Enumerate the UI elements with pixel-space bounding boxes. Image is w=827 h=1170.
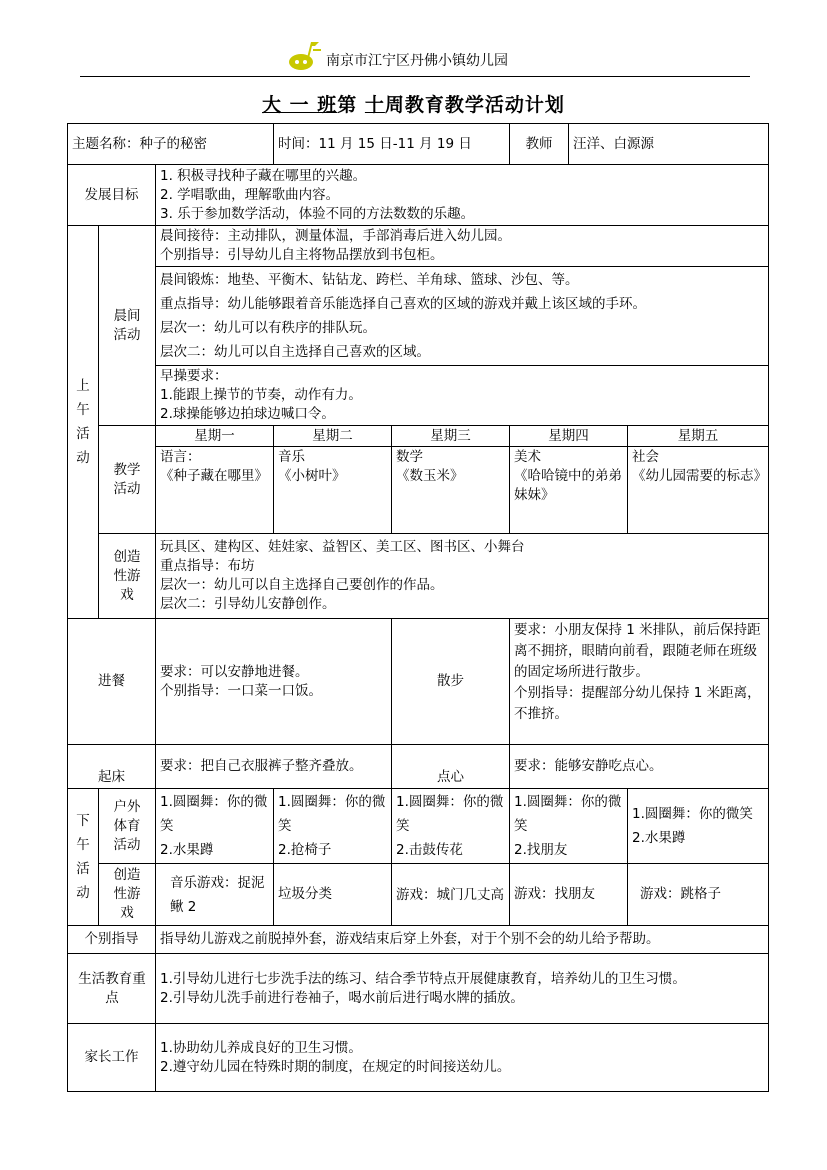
teacher-label: 教师 (510, 124, 569, 165)
goals-row (68, 165, 769, 226)
pm-outdoor-friday: 1.圆圈舞：你的微笑 2.水果蹲 (628, 789, 769, 864)
morning-reception-row (68, 226, 769, 267)
kindergarten-logo-icon (285, 38, 325, 72)
morning-drill: 早操要求： 1.能跟上操节的节奏，动作有力。 2.球操能够边拍球边喊口令。 (156, 366, 769, 426)
walk-label: 散步 (392, 619, 510, 745)
teaching-thursday: 星期四 美术 《哈哈镜中的弟弟妹妹》 (510, 426, 628, 534)
pm-creative-monday: 音乐游戏：捉泥鳅 2 (156, 864, 274, 926)
pm-outdoor-thursday: 1.圆圈舞：你的微笑 2.找朋友 (510, 789, 628, 864)
am-label: 上午活动 (68, 226, 99, 619)
morning-label: 晨间活动 (99, 226, 156, 426)
pm-label: 下午活动 (68, 789, 99, 926)
morning-reception: 晨间接待：主动排队，测量体温，手部消毒后进入幼儿园。 个别指导：引导幼儿自主将物品摆放到书包柜。 (156, 226, 769, 267)
teaching-wednesday: 星期三 数学 《数玉米》 (392, 426, 510, 534)
kindergarten-name: 南京市江宁区丹佛小镇幼儿园 (326, 53, 508, 69)
pm-creative-friday: 游戏：跳格子 (628, 864, 769, 926)
family-content: 1.协助幼儿养成良好的卫生习惯。 2.遵守幼儿园在特殊时期的制度，在规定的时间接送幼儿。 (156, 1024, 769, 1092)
pm-outdoor-label: 户外体育活动 (99, 789, 156, 864)
morning-exercise-row (68, 267, 769, 366)
pm-creative-tuesday: 垃圾分类 (274, 864, 392, 926)
life-label: 生活教育重点 (68, 954, 156, 1024)
teaching-tuesday: 星期二 音乐 《小树叶》 (274, 426, 392, 534)
am-creative-content: 玩具区、建构区、娃娃家、益智区、美工区、图书区、小舞台 重点指导：布坊 层次一：幼儿可以自主选择自己要创作的作品。 层次二：引导幼儿安静创作。 (156, 534, 769, 619)
morning-exercise: 晨间锻炼：地垫、平衡木、钻钻龙、跨栏、羊角球、篮球、沙包、等。 重点指导：幼儿能够跟着音乐能选择自己喜欢的区域的游戏并戴上该区域的手环。 层次一：幼儿可以有秩序的排队玩。 层次二：幼儿可以自主选择自己喜欢的区域。 (156, 267, 769, 366)
teaching-friday: 星期五 社会 《幼儿园需要的标志》 (628, 426, 769, 534)
meal-walk-row (68, 619, 769, 745)
title-class: 大 一 班 (262, 94, 338, 116)
info-row (68, 124, 769, 165)
wake-label: 起床 (68, 745, 156, 789)
day-header: 星期二 (312, 428, 353, 444)
pm-creative-row (68, 864, 769, 926)
snack-label: 点心 (392, 745, 510, 789)
snack-content: 要求：能够安静吃点心。 (510, 745, 769, 789)
life-content: 1.引导幼儿进行七步洗手法的练习、结合季节特点开展健康教育，培养幼儿的卫生习惯。 2.引导幼儿洗手前进行卷袖子，喝水前后进行喝水牌的插放。 (156, 954, 769, 1024)
family-label: 家长工作 (68, 1024, 156, 1092)
pm-outdoor-wednesday: 1.圆圈舞：你的微笑 2.击鼓传花 (392, 789, 510, 864)
am-creative-label: 创造性游戏 (99, 534, 156, 619)
individual-content: 指导幼儿游戏之前脱掉外套，游戏结束后穿上外套，对于个别不会的幼儿给予帮助。 (156, 926, 769, 954)
teaching-monday: 星期一 语言： 《种子藏在哪里》 (156, 426, 274, 534)
walk-content: 要求：小朋友保持 1 米排队，前后保持距离不拥挤，眼睛向前看，跟随老师在班级的固定场所进行散步。 个别指导：提醒部分幼儿保持 1 米距离，不推挤。 (510, 619, 769, 745)
goals-content (156, 165, 769, 226)
day-header: 星期五 (677, 428, 719, 444)
teaching-row (68, 426, 769, 534)
individual-label: 个别指导 (68, 926, 156, 954)
life-row (68, 954, 769, 1024)
goal-item: 3. 乐于参加数学活动，体验不同的方法数数的乐趣。 (160, 205, 475, 222)
individual-row (68, 926, 769, 954)
pm-outdoor-monday: 1.圆圈舞：你的微笑 2.水果蹲 (156, 789, 274, 864)
family-row (68, 1024, 769, 1092)
meal-content: 要求：可以安静地进餐。 个别指导：一口菜一口饭。 (156, 619, 392, 745)
pm-creative-wednesday: 游戏：城门几丈高 (392, 864, 510, 926)
day-header: 星期三 (430, 428, 471, 444)
pm-creative-thursday: 游戏：找朋友 (510, 864, 628, 926)
pm-outdoor-row (68, 789, 769, 864)
morning-drill-row (68, 366, 769, 426)
theme-cell: 主题名称：种子的秘密 (68, 124, 274, 165)
teacher-names: 汪洋、白源源 (569, 124, 769, 165)
plan-table (67, 123, 769, 1092)
goal-item: 1. 积极寻找种子藏在哪里的兴趣。 (160, 167, 367, 184)
goals-label: 发展目标 (68, 165, 156, 226)
meal-label: 进餐 (68, 619, 156, 745)
pm-creative-label: 创造性游戏 (99, 864, 156, 926)
title-rest: 周教育教学活动计划 (384, 94, 565, 116)
title-mid: 第 (337, 94, 365, 116)
wake-content: 要求：把自己衣服裤子整齐叠放。 (156, 745, 392, 789)
am-creative-row (68, 534, 769, 619)
time-cell: 时间：11 月 15 日-11 月 19 日 (274, 124, 510, 165)
pm-outdoor-tuesday: 1.圆圈舞：你的微笑 2.抢椅子 (274, 789, 392, 864)
day-header: 星期一 (194, 428, 235, 444)
day-header: 星期四 (548, 428, 589, 444)
teaching-label: 教学活动 (99, 426, 156, 534)
wake-snack-row (68, 745, 769, 789)
title-week: 十 (364, 94, 385, 116)
page-title (0, 90, 827, 117)
page-header (80, 36, 750, 77)
goal-item: 2. 学唱歌曲，理解歌曲内容。 (160, 186, 340, 203)
